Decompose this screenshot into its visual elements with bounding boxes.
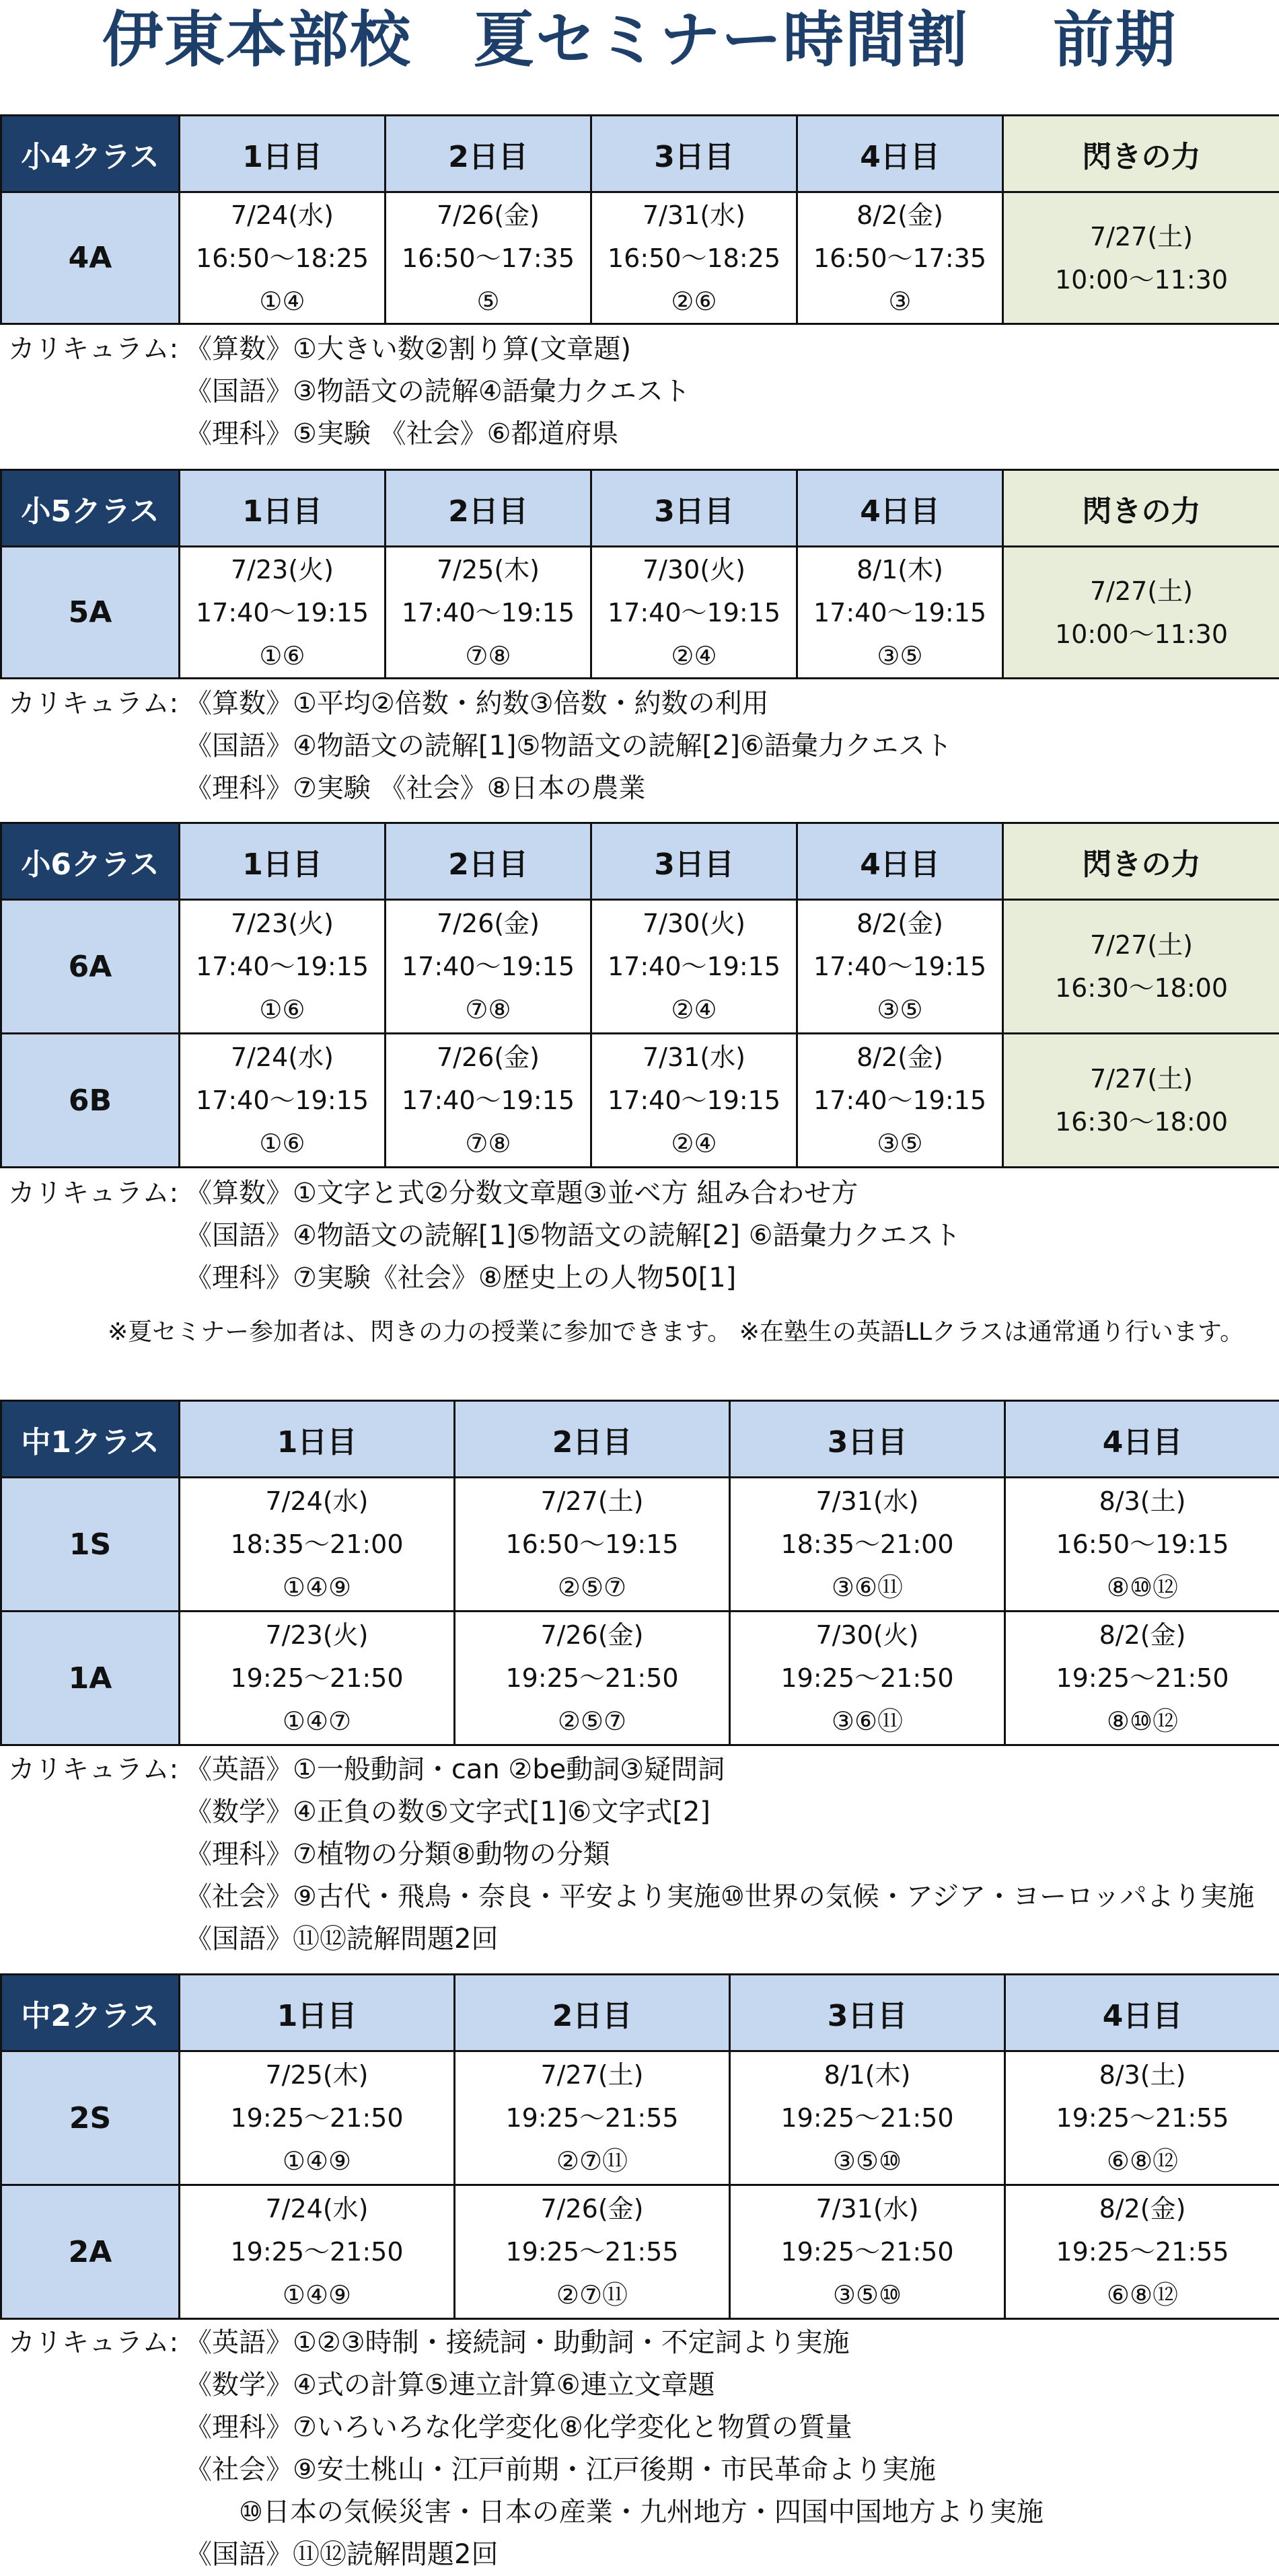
time: 16:30〜18:00 [1004,1100,1279,1143]
schedule-cell [797,192,1003,324]
schedule-cell [180,1478,455,1612]
time: 17:40〜19:15 [592,1079,796,1122]
topics: ②⑤⑦ [455,1700,729,1743]
day-header: 2日目 [386,116,591,192]
topics: ②④ [592,1122,796,1165]
time: 17:40〜19:15 [592,591,796,634]
curriculum-line: 《理科》⑤実験 《社会》⑥都道府県 [185,413,618,455]
date: 7/27(土) [1004,923,1279,967]
class-label: 小6クラス [1,823,180,900]
time: 16:50〜17:35 [798,237,1002,280]
curriculum-line: 《社会》⑨安土桃山・江戸前期・江戸後期・市民革命より実施 [185,2449,936,2491]
curriculum-label: カリキュラム: [8,1749,178,1791]
topics: ①④⑦ [180,1700,453,1743]
schedule-cell [1005,2051,1279,2185]
topics: ③⑤ [798,988,1002,1031]
time: 19:25〜21:50 [731,1657,1004,1700]
schedule-cell [386,900,591,1034]
curriculum-line: 《英語》①②③時制・接続詞・助動詞・不定詞より実施 [185,2322,850,2364]
date: 7/23(火) [180,902,384,945]
topics: ⑦⑧ [386,988,590,1031]
schedule-cell [386,547,591,679]
date: 7/26(金) [386,902,590,945]
schedule-cell [180,547,386,679]
time: 19:25〜21:50 [731,2096,1004,2139]
spark-header: 閃きの力 [1003,470,1279,547]
day-header: 4日目 [797,116,1003,192]
time: 19:25〜21:55 [1006,2230,1279,2273]
time: 17:40〜19:15 [180,1079,384,1122]
time: 16:30〜18:00 [1004,967,1279,1010]
date: 7/30(火) [592,902,796,945]
day-header: 3日目 [730,1401,1005,1478]
chu1-timetable [0,1400,1279,1746]
schedule-cell [386,1034,591,1168]
date: 7/27(土) [455,1480,729,1523]
topics: ②⑦⑪ [455,2139,729,2183]
topics: ①⑥ [180,1122,384,1165]
date: 7/27(土) [1004,215,1279,258]
date: 7/30(火) [731,1614,1004,1657]
topics: ⑧⑩⑫ [1006,1700,1279,1743]
class-name: 6B [1,1034,180,1168]
sho5-timetable [0,469,1279,679]
curriculum-line: 《国語》⑪⑫読解問題2回 [185,2534,498,2576]
time: 10:00〜11:30 [1004,613,1279,656]
time: 19:25〜21:55 [1006,2096,1279,2139]
schedule-cell [1005,2185,1279,2319]
time: 17:40〜19:15 [592,945,796,988]
curriculum-line: 《社会》⑨古代・飛鳥・奈良・平安より実施⑩世界の気候・アジア・ヨーロッパより実施 [185,1876,1254,1918]
class-name: 4A [1,192,180,324]
date: 7/23(火) [180,548,384,591]
curriculum-line: 《理科》⑦植物の分類⑧動物の分類 [185,1833,610,1876]
date: 8/2(金) [1006,1614,1279,1657]
date: 8/2(金) [1006,2187,1279,2230]
topics: ②⑦⑪ [455,2273,729,2316]
time: 19:25〜21:50 [180,1657,453,1700]
date: 7/31(水) [731,1480,1004,1523]
note: ※夏セミナー参加者は、閃きの力の授業に参加できます。 ※在塾生の英語LLクラスは通常通り行います。 [108,1313,1244,1347]
sho4-timetable [0,114,1279,325]
topics: ③⑤⑩ [731,2139,1004,2183]
date: 7/24(水) [180,1036,384,1079]
date: 7/24(水) [180,1480,453,1523]
schedule-cell [386,192,591,324]
day-header: 1日目 [180,823,386,900]
topics: ①⑥ [180,634,384,677]
topics: ⑤ [386,280,590,323]
topics: ②⑤⑦ [455,1566,729,1609]
time: 19:25〜21:50 [180,2096,453,2139]
curriculum-line: 《数学》④正負の数⑤文字式[1]⑥文字式[2] [185,1791,710,1833]
date: 7/26(金) [455,2187,729,2230]
schedule-cell [455,1478,730,1612]
schedule-cell [797,547,1003,679]
schedule-cell [1005,1478,1279,1612]
class-name: 2A [1,2185,180,2319]
day-header: 1日目 [180,1975,455,2051]
curriculum-line: 《理科》⑦実験 《社会》⑧日本の農業 [185,767,645,810]
time: 19:25〜21:50 [455,1657,729,1700]
date: 7/26(金) [386,1036,590,1079]
schedule-cell [180,2185,455,2319]
curriculum-line: 《算数》①文字と式②分数文章題③並べ方 組み合わせ方 [185,1172,858,1215]
schedule-cell [455,2051,730,2185]
class-name: 6A [1,900,180,1034]
topics: ①④⑨ [180,2273,453,2316]
topics: ⑦⑧ [386,1122,590,1165]
curriculum-label: カリキュラム: [8,1172,178,1215]
topics: ③ [798,280,1002,323]
time: 17:40〜19:15 [798,1079,1002,1122]
curriculum-label: カリキュラム: [8,2322,178,2364]
time: 19:25〜21:50 [1006,1657,1279,1700]
date: 7/31(水) [731,2187,1004,2230]
day-header: 3日目 [591,823,797,900]
day-header: 2日目 [386,823,591,900]
day-header: 1日目 [180,116,386,192]
schedule-cell [455,2185,730,2319]
schedule-cell [180,2051,455,2185]
time: 16:50〜19:15 [1006,1523,1279,1566]
sho6-timetable [0,822,1279,1168]
spark-cell [1003,900,1279,1034]
class-name: 1S [1,1478,180,1612]
class-name: 2S [1,2051,180,2185]
curriculum-line: 《理科》⑦実験《社会》⑧歴史上の人物50[1] [185,1257,736,1299]
class-name: 1A [1,1612,180,1745]
time: 17:40〜19:15 [798,591,1002,634]
curriculum-line: 《算数》①平均②倍数・約数③倍数・約数の利用 [185,683,769,725]
class-name: 5A [1,547,180,679]
schedule-cell [591,1034,797,1168]
topics: ②⑥ [592,280,796,323]
curriculum-line: ⑩日本の気候災害・日本の産業・九州地方・四国中国地方より実施 [185,2491,1044,2534]
time: 19:25〜21:55 [455,2096,729,2139]
topics: ⑧⑩⑫ [1006,1566,1279,1609]
schedule-cell [730,1478,1005,1612]
curriculum-line: 《理科》⑦いろいろな化学変化⑧化学変化と物質の質量 [185,2407,852,2449]
day-header: 3日目 [591,116,797,192]
schedule-cell [730,1612,1005,1745]
topics: ①④⑨ [180,2139,453,2183]
date: 7/25(木) [386,548,590,591]
date: 7/24(水) [180,194,384,237]
date: 7/27(土) [1004,1057,1279,1100]
day-header: 4日目 [797,470,1003,547]
date: 7/26(金) [455,1614,729,1657]
schedule-cell [180,900,386,1034]
date: 8/3(土) [1006,2053,1279,2096]
time: 17:40〜19:15 [386,945,590,988]
schedule-cell [1005,1612,1279,1745]
class-label: 中1クラス [1,1401,180,1478]
date: 7/27(土) [1004,570,1279,613]
spark-cell [1003,547,1279,679]
curriculum-label: カリキュラム: [8,683,178,725]
spark-cell [1003,1034,1279,1168]
day-header: 2日目 [455,1401,730,1478]
time: 18:35〜21:00 [731,1523,1004,1566]
day-header: 4日目 [797,823,1003,900]
topics: ③⑤ [798,634,1002,677]
date: 7/30(火) [592,548,796,591]
spark-header: 閃きの力 [1003,116,1279,192]
schedule-cell [180,1612,455,1745]
topics: ③⑥⑪ [731,1566,1004,1609]
time: 18:35〜21:00 [180,1523,453,1566]
date: 7/25(木) [180,2053,453,2096]
day-header: 1日目 [180,470,386,547]
curriculum-line: 《英語》①一般動詞・can ②be動詞③疑問詞 [185,1749,725,1791]
curriculum-line: 《算数》①大きい数②割り算(文章題) [185,328,631,371]
date: 7/26(金) [386,194,590,237]
topics: ⑦⑧ [386,634,590,677]
date: 8/1(木) [798,548,1002,591]
date: 8/2(金) [798,902,1002,945]
date: 8/3(土) [1006,1480,1279,1523]
day-header: 2日目 [386,470,591,547]
time: 17:40〜19:15 [180,945,384,988]
schedule-cell [730,2051,1005,2185]
date: 7/27(土) [455,2053,729,2096]
day-header: 3日目 [591,470,797,547]
spark-header: 閃きの力 [1003,823,1279,900]
topics: ③⑤ [798,1122,1002,1165]
time: 16:50〜18:25 [592,237,796,280]
time: 19:25〜21:50 [731,2230,1004,2273]
class-label: 中2クラス [1,1975,180,2051]
date: 7/31(水) [592,1036,796,1079]
time: 17:40〜19:15 [180,591,384,634]
time: 17:40〜19:15 [386,591,590,634]
day-header: 2日目 [455,1975,730,2051]
topics: ⑥⑧⑫ [1006,2273,1279,2316]
day-header: 1日目 [180,1401,455,1478]
date: 8/2(金) [798,194,1002,237]
class-label: 小5クラス [1,470,180,547]
day-header: 4日目 [1005,1975,1279,2051]
schedule-cell [797,1034,1003,1168]
date: 7/31(水) [592,194,796,237]
topics: ①④ [180,280,384,323]
curriculum-line: 《数学》④式の計算⑤連立計算⑥連立文章題 [185,2364,715,2407]
time: 19:25〜21:50 [180,2230,453,2273]
curriculum-line: 《国語》③物語文の読解④語彙力クエスト [185,371,690,413]
date: 7/23(火) [180,1614,453,1657]
topics: ①④⑨ [180,1566,453,1609]
schedule-cell [591,900,797,1034]
time: 17:40〜19:15 [798,945,1002,988]
spark-cell [1003,192,1279,324]
curriculum-line: 《国語》⑪⑫読解問題2回 [185,1918,498,1961]
chu2-timetable [0,1973,1279,2320]
day-header: 4日目 [1005,1401,1279,1478]
topics: ③⑥⑪ [731,1700,1004,1743]
schedule-cell [455,1612,730,1745]
curriculum-line: 《国語》④物語文の読解[1]⑤物語文の読解[2]⑥語彙力クエスト [185,725,952,767]
topics: ⑥⑧⑫ [1006,2139,1279,2183]
curriculum-label: カリキュラム: [8,328,178,371]
day-header: 3日目 [730,1975,1005,2051]
time: 10:00〜11:30 [1004,258,1279,301]
date: 8/2(金) [798,1036,1002,1079]
schedule-cell [591,192,797,324]
topics: ②④ [592,634,796,677]
schedule-cell [730,2185,1005,2319]
topics: ①⑥ [180,988,384,1031]
time: 16:50〜19:15 [455,1523,729,1566]
schedule-cell [591,547,797,679]
curriculum-line: 《国語》④物語文の読解[1]⑤物語文の読解[2] ⑥語彙力クエスト [185,1215,961,1257]
schedule-cell [797,900,1003,1034]
class-label: 小4クラス [1,116,180,192]
time: 16:50〜18:25 [180,237,384,280]
page-title: 伊東本部校 夏セミナー時間割 前期 [0,0,1279,94]
date: 8/1(木) [731,2053,1004,2096]
time: 16:50〜17:35 [386,237,590,280]
topics: ③⑤⑩ [731,2273,1004,2316]
schedule-cell [180,1034,386,1168]
time: 17:40〜19:15 [386,1079,590,1122]
schedule-cell [180,192,386,324]
topics: ②④ [592,988,796,1031]
time: 19:25〜21:55 [455,2230,729,2273]
date: 7/24(水) [180,2187,453,2230]
